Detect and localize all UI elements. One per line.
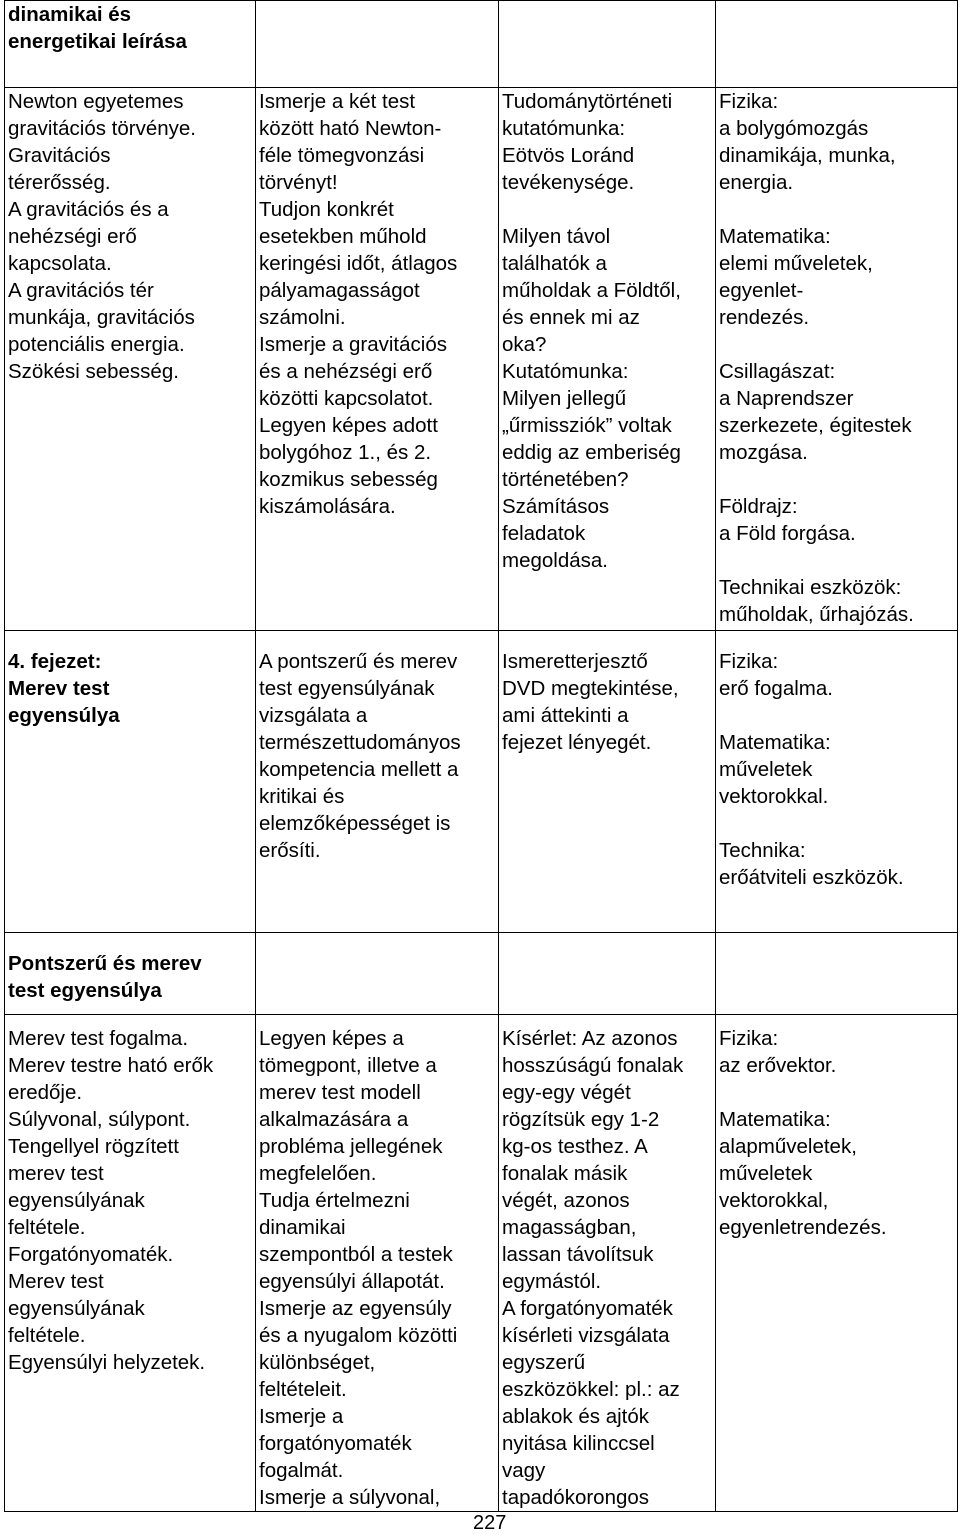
table-cell-topic	[5, 88, 256, 631]
table-cell-requirements	[256, 933, 499, 1015]
table-cell-activities	[499, 1, 716, 88]
chapter-heading: 4. fejezet: Merev test egyensúlya	[8, 650, 120, 727]
table-row	[5, 88, 958, 631]
table-cell-links	[716, 88, 958, 631]
table-cell-requirements	[256, 88, 499, 631]
table-cell-activities	[499, 933, 716, 1015]
rigid-body-topics: Merev test fogalma. Merev testre ható erők eredője. Súlyvonal, súlypont. Tengellyel rögzített merev test egyensúlyának feltétele. Forgatónyomaték. Merev test egyensúlyának feltétele. Egyensúlyi helyzetek.	[8, 1027, 214, 1374]
table-cell-activities	[499, 88, 716, 631]
gravitation-activities: Tudománytörténeti kutatómunka: Eötvös Loránd tevékenysége. Milyen távol találhatók a műholdak a Földtől, és ennek mi az oka? Kutatómunka: Milyen jellegű „űrmissziók” voltak eddig az emberiség történetében? Számításos feladatok megoldása.	[502, 90, 681, 572]
subsection-heading: Pontszerű és merev test egyensúlya	[8, 952, 202, 1002]
table-cell-links	[716, 631, 958, 933]
rigid-body-requirements: Legyen képes a tömegpont, illetve a merev test modell alkalmazására a probléma jellegének megfelelően. Tudja értelmezni dinamikai szempontból a testek egyensúlyi állapotát. Ismerje az egyensúly és a nyugalom közötti különbséget, feltételeit. Ismerje a forgatónyomaték fogalmát. Ismerje a súlyvonal,	[259, 1027, 458, 1509]
table-cell-activities	[499, 1015, 716, 1512]
chapter-goals: A pontszerű és merev test egyensúlyának vizsgálata a természettudományos kompetencia mellett a kritikai és elemzőképességet is erősíti.	[259, 650, 461, 862]
page-number: 227	[473, 1512, 507, 1534]
gravitation-requirements: Ismerje a két test között ható Newton- féle tömegvonzási törvényt! Tudjon konkrét esetekben műhold keringési időt, átlagos pályamagasságot számolni. Ismerje a gravitációs és a nehézségi erő közötti kapcsolatot. Legyen képes adott bolygóhoz 1., és 2. kozmikus sebesség kiszámolására.	[259, 90, 458, 518]
table-cell-topic	[5, 933, 256, 1015]
table-cell-activities	[499, 631, 716, 933]
table-cell-topic	[5, 631, 256, 933]
section-title-continued: dinamikai és energetikai leírása	[8, 3, 187, 53]
curriculum-table	[4, 0, 958, 1512]
table-row	[5, 1, 958, 88]
table-cell-requirements	[256, 1015, 499, 1512]
table-row	[5, 933, 958, 1015]
table-cell-links	[716, 933, 958, 1015]
gravitation-topics: Newton egyetemes gravitációs törvénye. Gravitációs térerősség. A gravitációs és a nehézségi erő kapcsolata. A gravitációs tér munkája, gravitációs potenciális energia. Szökési sebesség.	[8, 90, 197, 383]
table-cell-topic	[5, 1015, 256, 1512]
table-cell-requirements	[256, 1, 499, 88]
gravitation-links: Fizika: a bolygómozgás dinamikája, munka, energia. Matematika: elemi műveletek, egyenlet- rendezés. Csillagászat: a Naprendszer szerkezete, égitestek mozgása. Földrajz: a Föld forgása. Technikai eszközök: műholdak, űrhajózás.	[719, 90, 914, 626]
table-cell-requirements	[256, 631, 499, 933]
table-cell-links	[716, 1, 958, 88]
table-cell-topic	[5, 1, 256, 88]
chapter-links: Fizika: erő fogalma. Matematika: műveletek vektorokkal. Technika: erőátviteli eszközök.	[719, 650, 904, 889]
table-cell-links	[716, 1015, 958, 1512]
table-row	[5, 631, 958, 933]
rigid-body-links: Fizika: az erővektor. Matematika: alapműveletek, műveletek vektorokkal, egyenletrendezés.	[719, 1027, 887, 1239]
chapter-activities: Ismeretterjesztő DVD megtekintése, ami áttekinti a fejezet lényegét.	[502, 650, 679, 754]
table-row	[5, 1015, 958, 1512]
rigid-body-activities: Kísérlet: Az azonos hosszúságú fonalak egy-egy végét rögzítsük egy 1-2 kg-os testhez. A fonalak másik végét, azonos magasságban, lassan távolítsuk egymástól. A forgatónyomaték kísérleti vizsgálata egyszerű eszközökkel: pl.: az ablakok és ajtók nyitása kilinccsel vagy tapadókorongos	[502, 1027, 684, 1509]
